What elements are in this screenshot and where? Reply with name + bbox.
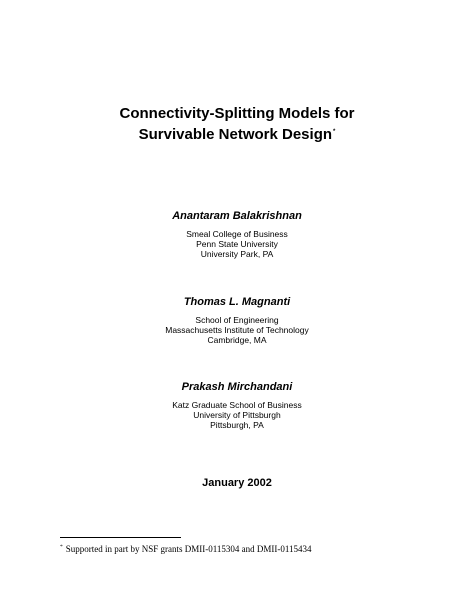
author-block-1: [0, 209, 474, 259]
affiliation-line: School of Engineering: [195, 315, 279, 325]
affiliation-line: Pittsburgh, PA: [210, 420, 264, 430]
title-footnote-mark: *: [333, 129, 336, 135]
footnote-text: Supported in part by NSF grants DMII-0115304 and DMII-0115434: [65, 544, 312, 554]
author-name: Anantaram Balakrishnan: [172, 210, 302, 222]
affiliation-line: Smeal College of Business: [186, 229, 288, 239]
affiliation-line: Massachusetts Institute of Technology: [165, 325, 309, 335]
footnote: [60, 543, 312, 555]
affiliation-line: Katz Graduate School of Business: [172, 400, 302, 410]
title-line-2: [0, 124, 474, 145]
title-line-1: Connectivity-Splitting Models for: [119, 105, 355, 122]
publication-date: January 2002: [202, 477, 272, 489]
paper-title: [0, 103, 474, 145]
title-line-2-text: Survivable Network Design: [138, 126, 333, 143]
affiliation-line: Cambridge, MA: [207, 335, 267, 345]
affiliation-line: University of Pittsburgh: [193, 410, 281, 420]
author-name: Thomas L. Magnanti: [183, 296, 291, 308]
affiliation-line: Penn State University: [196, 239, 278, 249]
author-block-3: [0, 380, 474, 430]
author-block-2: [0, 295, 474, 345]
author-name: Prakash Mirchandani: [181, 381, 293, 393]
footnote-mark: *: [60, 544, 63, 550]
footnote-divider: [60, 537, 181, 538]
affiliation-line: University Park, PA: [200, 249, 274, 259]
